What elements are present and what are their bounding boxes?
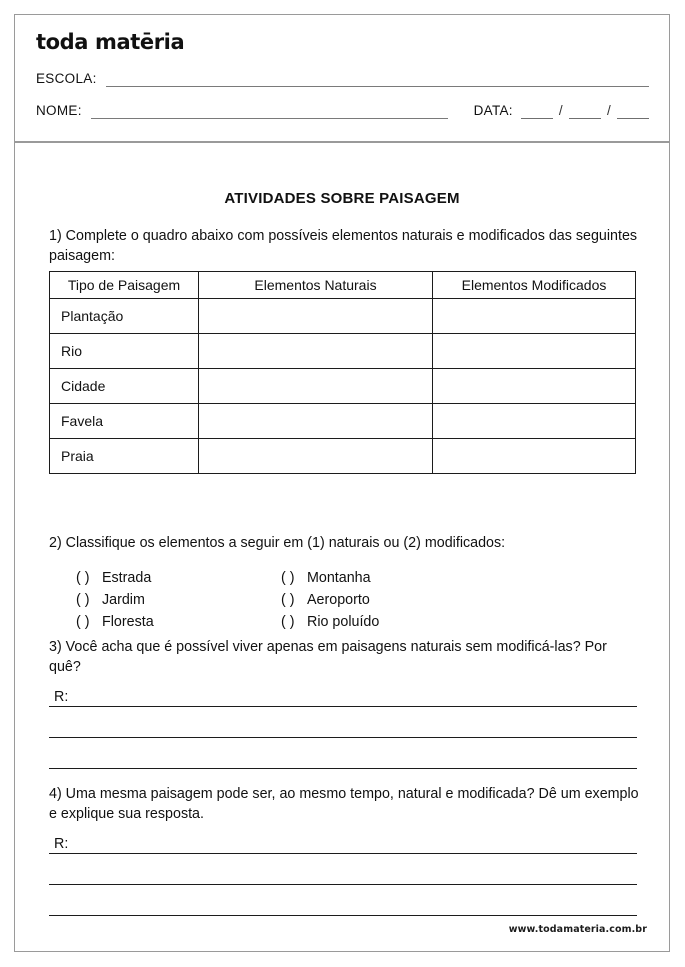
table-header-row bbox=[50, 272, 636, 299]
page-title: ATIVIDADES SOBRE PAISAGEM bbox=[224, 190, 460, 207]
escola-input-rule[interactable] bbox=[106, 72, 649, 87]
classify-blank[interactable]: ( ) bbox=[76, 592, 90, 608]
classify-item[interactable] bbox=[281, 611, 379, 633]
table-cell-label: Favela bbox=[50, 404, 199, 439]
classify-blank[interactable]: ( ) bbox=[76, 570, 90, 586]
classify-item[interactable] bbox=[76, 567, 281, 589]
table-cell-natural[interactable] bbox=[199, 369, 433, 404]
table-cell-modified[interactable] bbox=[433, 439, 636, 474]
table-cell-natural[interactable] bbox=[199, 299, 433, 334]
classify-blank[interactable]: ( ) bbox=[281, 592, 295, 608]
table-row bbox=[50, 439, 636, 474]
table-header-tipo: Tipo de Paisagem bbox=[50, 272, 199, 299]
table-cell-modified[interactable] bbox=[433, 369, 636, 404]
escola-field-row bbox=[36, 71, 649, 87]
classify-label: Estrada bbox=[102, 570, 152, 586]
question-1-text: 1) Complete o quadro abaixo com possíveis elementos naturais e modificados das seguintes paisagem: bbox=[49, 228, 638, 264]
table-header-naturais: Elementos Naturais bbox=[199, 272, 433, 299]
answer-response-label: R: bbox=[54, 689, 69, 705]
classify-column-right bbox=[281, 567, 379, 633]
classify-blank[interactable]: ( ) bbox=[281, 570, 295, 586]
classify-label: Rio poluído bbox=[307, 614, 380, 630]
table-cell-label: Cidade bbox=[50, 369, 199, 404]
question-4-answer-area bbox=[49, 829, 637, 916]
classify-label: Aeroporto bbox=[307, 592, 370, 608]
classify-blank[interactable]: ( ) bbox=[76, 614, 90, 630]
answer-line[interactable] bbox=[49, 682, 637, 707]
table-cell-natural[interactable] bbox=[199, 439, 433, 474]
table-row bbox=[50, 369, 636, 404]
table-row bbox=[50, 334, 636, 369]
date-separator-2: / bbox=[606, 103, 611, 118]
nome-field-row bbox=[36, 103, 649, 119]
worksheet-body bbox=[15, 143, 669, 951]
table-row bbox=[50, 299, 636, 334]
classify-item[interactable] bbox=[76, 589, 281, 611]
date-separator-1: / bbox=[558, 103, 563, 118]
answer-line[interactable] bbox=[49, 738, 637, 769]
classify-item[interactable] bbox=[281, 589, 379, 611]
table-cell-modified[interactable] bbox=[433, 299, 636, 334]
table-header-modificados: Elementos Modificados bbox=[433, 272, 636, 299]
table-cell-label: Praia bbox=[50, 439, 199, 474]
classify-item[interactable] bbox=[76, 611, 281, 633]
classify-column-left bbox=[49, 567, 281, 633]
answer-line[interactable] bbox=[49, 885, 637, 916]
date-year-slot[interactable] bbox=[617, 104, 649, 119]
table-cell-modified[interactable] bbox=[433, 334, 636, 369]
answer-line[interactable] bbox=[49, 707, 637, 738]
answer-line[interactable] bbox=[49, 829, 637, 854]
landscape-elements-table bbox=[49, 271, 636, 474]
worksheet-header bbox=[15, 15, 669, 143]
classify-blank[interactable]: ( ) bbox=[281, 614, 295, 630]
escola-label: ESCOLA: bbox=[36, 71, 97, 86]
data-field-group bbox=[448, 103, 649, 119]
answer-response-label: R: bbox=[54, 836, 69, 852]
data-label: DATA: bbox=[473, 103, 513, 118]
question-4-text: 4) Uma mesma paisagem pode ser, ao mesmo tempo, natural e modificada? Dê um exemplo e explique sua resposta. bbox=[49, 786, 639, 822]
footer-site-url: www.todamateria.com.br bbox=[508, 924, 647, 935]
nome-input-rule[interactable] bbox=[91, 104, 448, 119]
answer-line[interactable] bbox=[49, 854, 637, 885]
nome-label: NOME: bbox=[36, 103, 82, 118]
classify-label: Montanha bbox=[307, 570, 371, 586]
table-cell-label: Rio bbox=[50, 334, 199, 369]
classify-item[interactable] bbox=[281, 567, 379, 589]
classify-options-block bbox=[49, 567, 639, 633]
question-3-answer-area bbox=[49, 682, 637, 769]
question-3-text: 3) Você acha que é possível viver apenas em paisagens naturais sem modificá-las? Por quê? bbox=[49, 639, 607, 675]
date-day-slot[interactable] bbox=[521, 104, 553, 119]
question-2-text: 2) Classifique os elementos a seguir em (1) naturais ou (2) modificados: bbox=[49, 535, 506, 551]
classify-label: Jardim bbox=[102, 592, 145, 608]
worksheet-page bbox=[14, 14, 670, 952]
table-row bbox=[50, 404, 636, 439]
table-cell-natural[interactable] bbox=[199, 404, 433, 439]
brand-logo: toda matēria bbox=[36, 30, 185, 54]
table-cell-natural[interactable] bbox=[199, 334, 433, 369]
classify-label: Floresta bbox=[102, 614, 154, 630]
table-cell-label: Plantação bbox=[50, 299, 199, 334]
table-cell-modified[interactable] bbox=[433, 404, 636, 439]
date-month-slot[interactable] bbox=[569, 104, 601, 119]
